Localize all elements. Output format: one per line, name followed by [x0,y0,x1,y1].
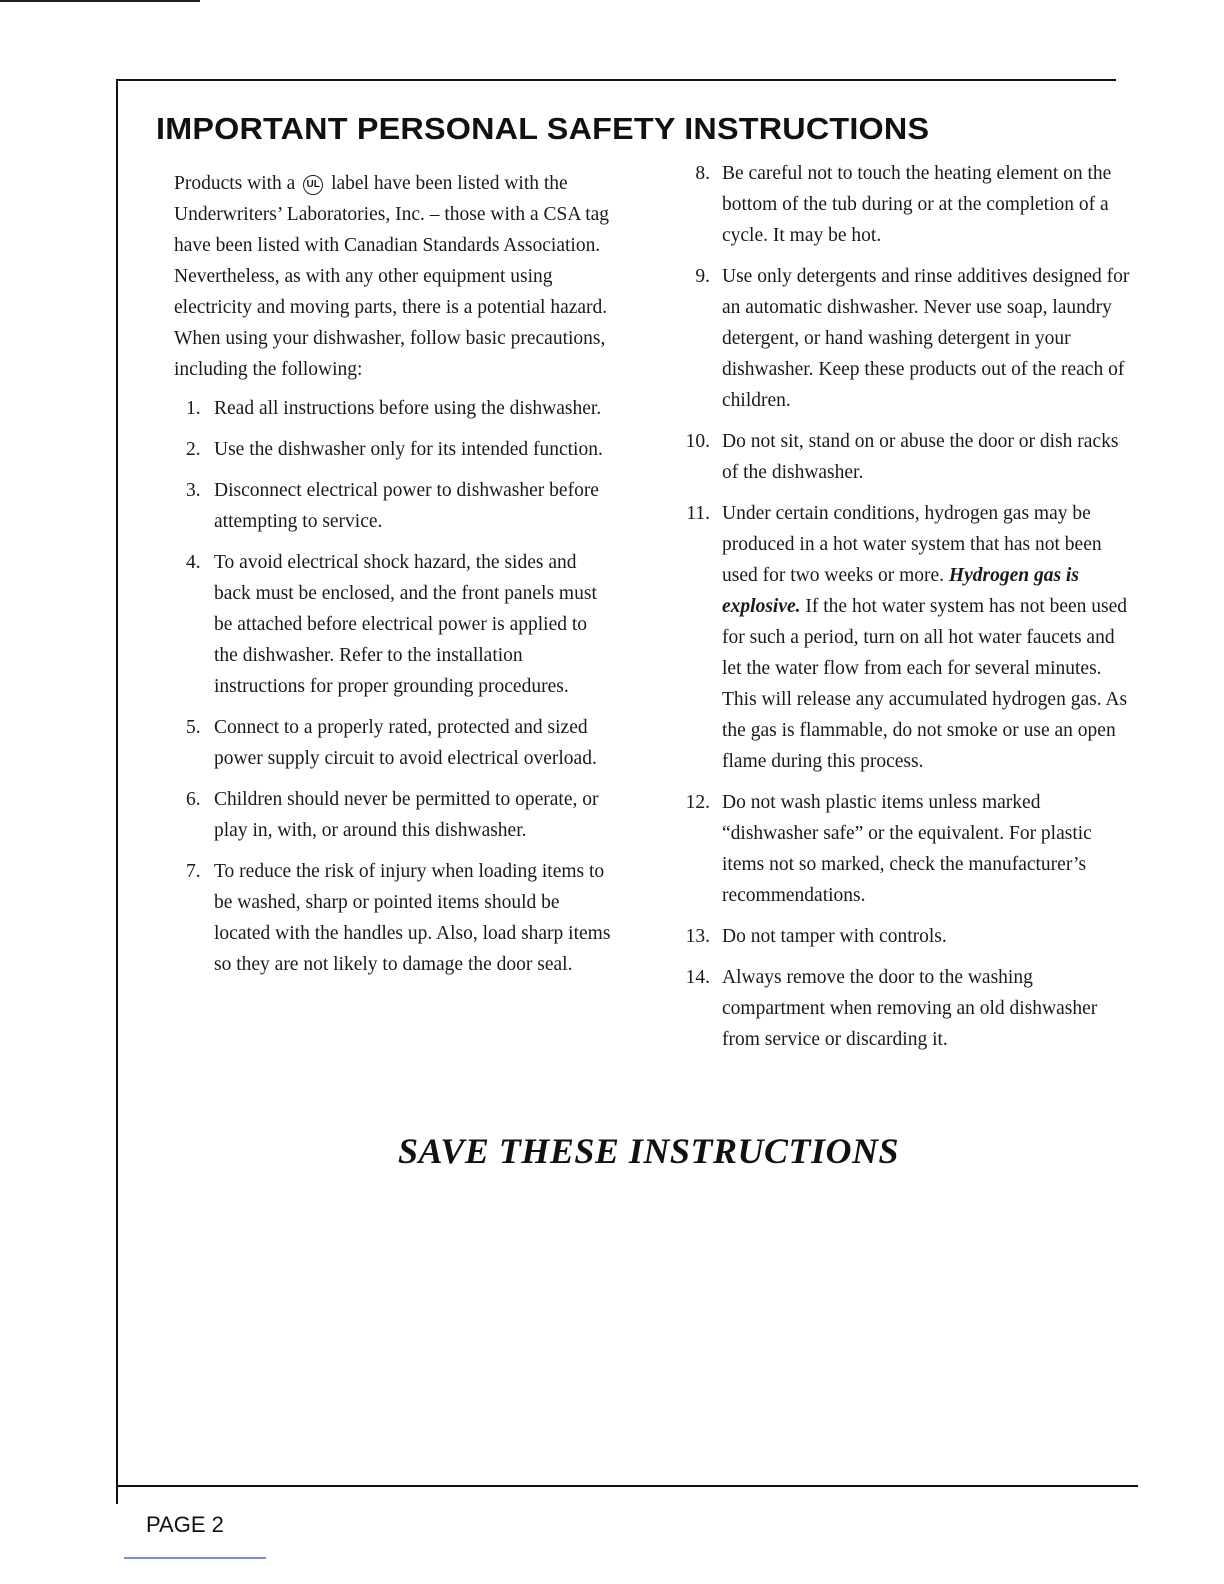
intro-paragraph [174,168,614,385]
left-column [174,168,614,990]
list-item [684,261,1134,416]
item-number: 13. [685,926,710,947]
list-item [684,921,1134,952]
item-text: Children should never be permitted to operate, or play in, with, or around this dishwasher. [214,789,599,841]
item-number: 12. [685,792,710,813]
item-number: 9. [695,266,710,287]
list-item [174,475,614,537]
item-text: To avoid electrical shock hazard, the sides and back must be enclosed, and the front panels must be attached before electrical power is applied to the dishwasher. Refer to the installation instructions for proper grounding procedures. [214,552,597,697]
item-text: Connect to a properly rated, protected and sized power supply circuit to avoid electrical overload. [214,717,597,769]
list-item [174,547,614,702]
item-text: Use only detergents and rinse additives designed for an automatic dishwasher. Never use soap, laundry detergent, or hand washing detergent in your dishwasher. Keep these products out of the reach of children. [722,266,1130,411]
list-item [684,498,1134,777]
list-item [684,787,1134,911]
item-text: Do not tamper with controls. [722,926,947,947]
ul-listed-icon: UL [303,175,323,195]
item-text: Disconnect electrical power to dishwasher before attempting to service. [214,480,599,532]
item-number: 4. [186,552,201,573]
page-number: PAGE 2 [146,1512,224,1537]
item-text: Always remove the door to the washing compartment when removing an old dishwasher from service or discarding it. [722,967,1098,1050]
item-text: Be careful not to touch the heating element on the bottom of the tub during or at the completion of a cycle. It may be hot. [722,163,1112,246]
list-item [174,784,614,846]
item-text: Do not sit, stand on or abuse the door or dish racks of the dishwasher. [722,431,1119,483]
list-item [684,158,1134,251]
item-number: 1. [186,398,201,419]
hydrogen-warning: Hydrogen gas is explosive. [722,565,1079,617]
item-text-end: If the hot water system has not been used for such a period, turn on all hot water faucets and let the water flow from each for several minutes. This will release any accumulated hydrogen gas. As the gas is flammable, do not smoke or use an open flame during this process. [722,596,1128,772]
item-number: 3. [186,480,201,501]
item-number: 8. [695,163,710,184]
frame-bottom-rule [116,1485,1138,1487]
item-number: 7. [186,861,201,882]
intro-text-rest: label have been listed with the Underwriters’ Laboratories, Inc. – those with a CSA tag have been listed with Canadian Standards Association. Nevertheless, as with any other equipment using electricity and moving parts, there is a potential hazard. When using your dishwasher, follow basic precautions, including the following: [174,173,610,380]
frame-top-rule [116,79,1116,81]
item-number: 5. [186,717,201,738]
list-item [684,426,1134,488]
page-heading: IMPORTANT PERSONAL SAFETY INSTRUCTIONS [156,112,930,146]
item-number: 14. [685,967,710,988]
right-instruction-list [684,158,1134,1055]
left-instruction-list [174,393,614,980]
item-text: Do not wash plastic items unless marked “dishwasher safe” or the equivalent. For plastic items not so marked, check the manufacturer’s recommendations. [722,792,1092,906]
frame-left-rule [116,79,118,1504]
item-text: To reduce the risk of injury when loading items to be washed, sharp or pointed items should be located with the handles up. Also, load sharp items so they are not likely to damage the door seal. [214,861,611,975]
item-text-start: Under certain conditions, hydrogen gas may be produced in a hot water system that has not been used for two weeks or more. [722,503,1102,586]
top-edge-rule [0,0,200,2]
bottom-accent-rule [124,1557,266,1559]
list-item [174,856,614,980]
item-number: 11. [686,503,710,524]
item-text: Read all instructions before using the dishwasher. [214,398,602,419]
item-number: 2. [186,439,201,460]
right-column [684,158,1134,1065]
item-text: Use the dishwasher only for its intended function. [214,439,603,460]
list-item [174,393,614,424]
intro-text-start: Products with a [174,173,296,194]
save-instructions-title: SAVE THESE INSTRUCTIONS [398,1131,899,1171]
list-item [174,434,614,465]
item-number: 6. [186,789,201,810]
list-item [174,712,614,774]
list-item [684,962,1134,1055]
item-number: 10. [685,431,710,452]
